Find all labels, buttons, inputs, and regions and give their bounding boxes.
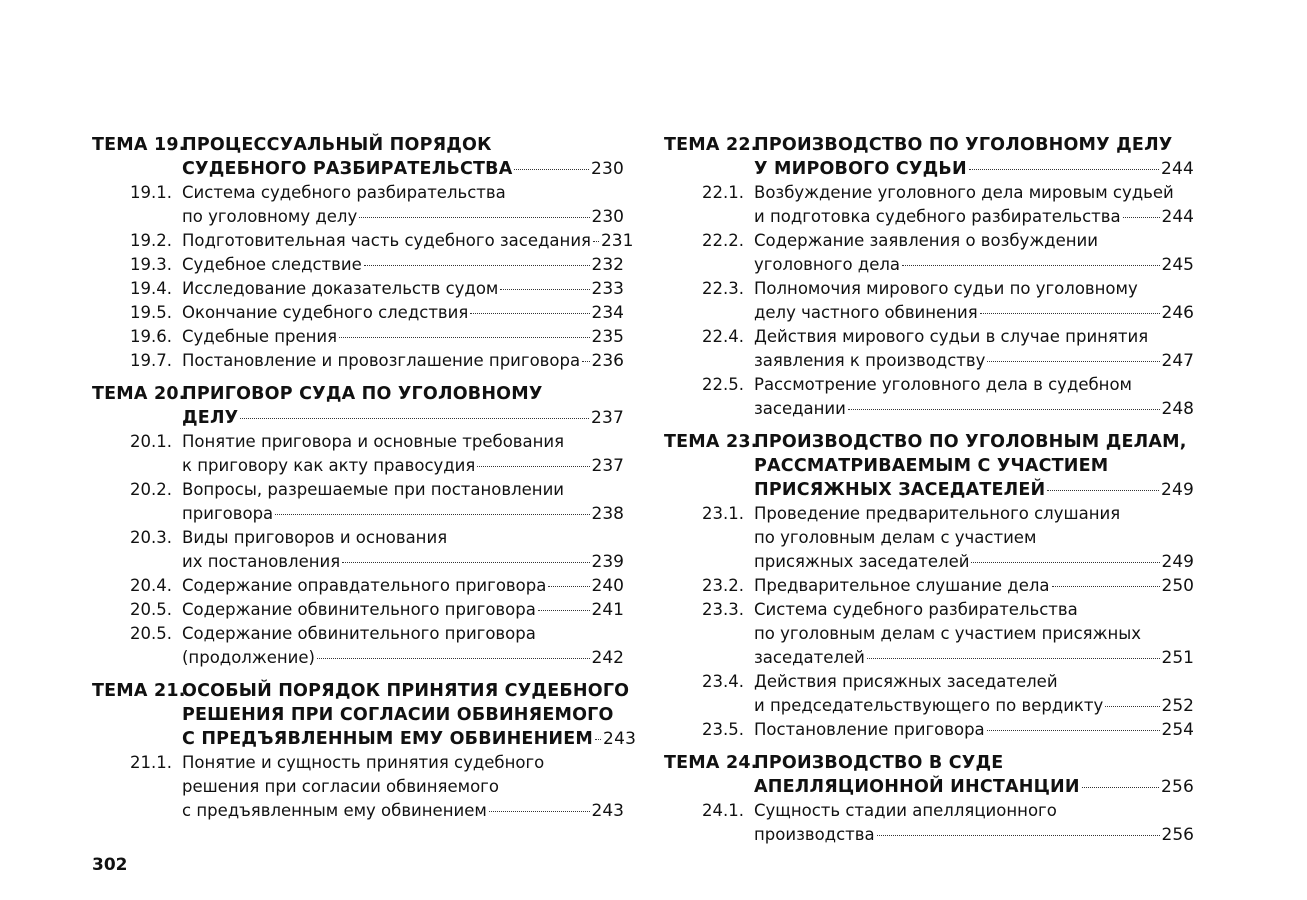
dot-leader: [1082, 787, 1159, 788]
subsection-line: Возбуждение уголовного дела мировым судьей: [754, 183, 1174, 202]
dot-leader: [1052, 586, 1160, 587]
subsection-number: 24.1.: [702, 801, 744, 820]
topic-label: ТЕМА 23.: [664, 432, 758, 452]
subsection-text: производства: [754, 825, 875, 844]
subsection-text: Содержание обвинительного приговора: [182, 600, 536, 619]
subsection-page: 239: [591, 552, 624, 572]
subsection-text: Предварительное слушание дела: [754, 576, 1050, 595]
topic-body: [182, 133, 624, 181]
subsection-line: [754, 397, 1194, 421]
toc-subsection: [92, 526, 624, 574]
topic-title-line: ПРОИЗВОДСТВО В СУДЕ: [754, 753, 1004, 773]
subsection-line: Виды приговоров и основания: [182, 528, 448, 547]
topic-title-text: С ПРЕДЪЯВЛЕННЫМ ЕМУ ОБВИНЕНИЕМ: [182, 729, 594, 749]
subsection-number: 20.1.: [130, 432, 172, 451]
subsection-body: [182, 181, 624, 229]
dot-leader: [548, 586, 589, 587]
subsection-number: 22.1.: [702, 183, 744, 202]
subsection-body: [182, 574, 624, 598]
subsection-line: [182, 799, 624, 823]
subsection-number: 22.4.: [702, 327, 744, 346]
topic-title-line: [182, 406, 624, 430]
subsection-body: [182, 253, 624, 277]
subsection-line: [754, 253, 1194, 277]
topic-label: ТЕМА 22.: [664, 135, 758, 155]
subsection-text: (продолжение): [182, 648, 315, 667]
topic-title-line: ПРИГОВОР СУДА ПО УГОЛОВНОМУ: [182, 384, 543, 404]
topic-page: 230: [590, 159, 624, 179]
subsection-number: 22.3.: [702, 279, 744, 298]
toc-subsection: [664, 181, 1194, 229]
subsection-body: [754, 181, 1194, 229]
subsection-line: Действия присяжных заседателей: [754, 672, 1058, 691]
subsection-line: [182, 229, 634, 253]
subsection-page: 248: [1161, 399, 1194, 419]
subsection-line: [754, 718, 1194, 742]
subsection-line: Система судебного разбирательства: [754, 600, 1078, 619]
dot-leader: [1105, 706, 1159, 707]
dot-leader: [538, 610, 590, 611]
subsection-page: 242: [591, 648, 624, 668]
subsection-body: [182, 229, 634, 253]
topic-title-line: [754, 478, 1194, 502]
topic-label: ТЕМА 21.: [92, 681, 186, 701]
subsection-line: решения при согласии обвиняемого: [182, 777, 499, 796]
subsection-body: [182, 478, 624, 526]
subsection-line: [182, 550, 624, 574]
toc-subsection: [92, 277, 624, 301]
subsection-number: 19.6.: [130, 327, 172, 346]
subsection-line: Проведение предварительного слушания: [754, 504, 1121, 523]
subsection-body: [182, 751, 624, 823]
subsection-page: 240: [591, 576, 624, 596]
subsection-body: [754, 799, 1194, 847]
subsection-page: 256: [1161, 825, 1194, 845]
toc-subsection: [664, 325, 1194, 373]
subsection-body: [182, 526, 624, 574]
subsection-body: [754, 325, 1194, 373]
dot-leader: [877, 835, 1160, 836]
dot-leader: [500, 289, 589, 290]
toc-subsection: [92, 478, 624, 526]
subsection-number: 23.1.: [702, 504, 744, 523]
toc-subsection: [664, 670, 1194, 718]
topic-label: ТЕМА 24.: [664, 753, 758, 773]
dot-leader: [980, 313, 1160, 314]
toc-subsection: [664, 502, 1194, 574]
subsection-body: [754, 574, 1194, 598]
dot-leader: [240, 418, 589, 419]
subsection-line: [754, 574, 1194, 598]
subsection-page: 232: [591, 255, 624, 275]
subsection-number: 23.2.: [702, 576, 744, 595]
dot-leader: [514, 169, 588, 170]
subsection-line: [182, 454, 624, 478]
subsection-page: 233: [591, 279, 624, 299]
topic-body: [754, 430, 1194, 502]
subsection-page: 245: [1161, 255, 1194, 275]
subsection-page: 230: [591, 207, 624, 227]
subsection-page: 252: [1161, 696, 1194, 716]
subsection-page: 235: [591, 327, 624, 347]
subsection-number: 19.4.: [130, 279, 172, 298]
subsection-body: [754, 718, 1194, 742]
subsection-number: 19.1.: [130, 183, 172, 202]
toc-subsection: [664, 373, 1194, 421]
subsection-body: [754, 598, 1194, 670]
subsection-text: Судебное следствие: [182, 255, 362, 274]
subsection-body: [182, 622, 624, 670]
dot-leader: [339, 337, 589, 338]
subsection-page: 231: [600, 231, 634, 251]
subsection-body: [182, 301, 624, 325]
subsection-line: [182, 205, 624, 229]
subsection-text: Окончание судебного следствия: [182, 303, 469, 322]
toc-topic: [664, 430, 1194, 502]
subsection-text: и председательствующего по вердикту: [754, 696, 1104, 715]
toc-subsection: [92, 229, 634, 253]
subsection-number: 20.5.: [130, 600, 172, 619]
subsection-text: Постановление и провозглашение приговора: [182, 351, 581, 370]
dot-leader: [969, 169, 1159, 170]
subsection-page: 234: [591, 303, 624, 323]
subsection-page: 238: [591, 504, 624, 524]
toc-subsection: [664, 799, 1194, 847]
dot-leader: [595, 739, 601, 740]
dot-leader: [848, 409, 1160, 410]
subsection-body: [754, 373, 1194, 421]
dot-leader: [364, 265, 590, 266]
topic-body: [182, 679, 637, 751]
toc-subsection: [664, 598, 1194, 670]
subsection-line: Понятие и сущность принятия судебного: [182, 753, 545, 772]
subsection-number: 19.7.: [130, 351, 172, 370]
topic-body: [182, 382, 624, 430]
topic-title-line: [754, 775, 1194, 799]
dot-leader: [489, 811, 590, 812]
subsection-line: по уголовным делам с участием присяжных: [754, 624, 1142, 643]
topic-page: 249: [1160, 480, 1194, 500]
toc-topic: [92, 133, 624, 181]
toc-subsection: [92, 349, 624, 373]
subsection-page: 246: [1161, 303, 1194, 323]
subsection-line: [182, 349, 624, 373]
topic-page: 237: [590, 408, 624, 428]
subsection-line: [182, 502, 624, 526]
subsection-number: 19.3.: [130, 255, 172, 274]
subsection-text: по уголовному делу: [182, 207, 358, 226]
subsection-body: [182, 598, 624, 622]
subsection-line: [754, 550, 1194, 574]
subsection-text: уголовного дела: [754, 255, 901, 274]
subsection-line: [754, 301, 1194, 325]
subsection-text: Подготовительная часть судебного заседания: [182, 231, 591, 250]
dot-leader: [987, 361, 1159, 362]
toc-subsection: [92, 430, 624, 478]
dot-leader: [1123, 217, 1160, 218]
subsection-line: [754, 823, 1194, 847]
toc-topic: [92, 679, 637, 751]
subsection-line: [182, 277, 624, 301]
subsection-page: 247: [1161, 351, 1194, 371]
topic-label: ТЕМА 19.: [92, 135, 186, 155]
dot-leader: [971, 562, 1159, 563]
toc-topic: [664, 133, 1194, 181]
subsection-line: Содержание обвинительного приговора: [182, 624, 536, 643]
toc-subsection: [92, 181, 624, 229]
subsection-line: [182, 325, 624, 349]
topic-page: 243: [603, 729, 637, 749]
topic-title-text: ДЕЛУ: [182, 408, 239, 428]
toc-left-column: [92, 133, 637, 823]
topic-title-text: У МИРОВОГО СУДЬИ: [754, 159, 967, 179]
subsection-page: 236: [591, 351, 624, 371]
subsection-number: 22.5.: [702, 375, 744, 394]
subsection-line: Сущность стадии апелляционного: [754, 801, 1057, 820]
topic-title-line: [754, 157, 1194, 181]
subsection-number: 20.2.: [130, 480, 172, 499]
subsection-text: и подготовка судебного разбирательства: [754, 207, 1121, 226]
subsection-number: 20.5.: [130, 624, 172, 643]
subsection-line: Рассмотрение уголовного дела в судебном: [754, 375, 1133, 394]
subsection-page: 249: [1161, 552, 1194, 572]
toc-subsection: [92, 253, 624, 277]
subsection-page: 251: [1161, 648, 1194, 668]
subsection-line: Полномочия мирового судьи по уголовному: [754, 279, 1138, 298]
subsection-body: [754, 229, 1194, 277]
subsection-page: 244: [1161, 207, 1194, 227]
subsection-body: [754, 277, 1194, 325]
subsection-number: 23.5.: [702, 720, 744, 739]
subsection-page: 243: [591, 801, 624, 821]
dot-leader: [582, 361, 589, 362]
page-number: 302: [92, 855, 128, 875]
subsection-text: заявления к производству: [754, 351, 986, 370]
subsection-line: [754, 646, 1194, 670]
subsection-line: [754, 205, 1194, 229]
subsection-body: [182, 325, 624, 349]
topic-title-line: [182, 157, 624, 181]
subsection-body: [182, 430, 624, 478]
subsection-text: Исследование доказательств судом: [182, 279, 499, 298]
subsection-text: Постановление приговора: [754, 720, 985, 739]
subsection-line: по уголовным делам с участием: [754, 528, 1037, 547]
subsection-text: заседателей: [754, 648, 865, 667]
subsection-text: делу частного обвинения: [754, 303, 978, 322]
subsection-text: их постановления: [182, 552, 341, 571]
dot-leader: [275, 514, 589, 515]
subsection-text: к приговору как акту правосудия: [182, 456, 476, 475]
topic-title-line: РАССМАТРИВАЕМЫМ С УЧАСТИЕМ: [754, 456, 1109, 476]
topic-body: [754, 133, 1194, 181]
subsection-page: 237: [591, 456, 624, 476]
subsection-line: [182, 253, 624, 277]
subsection-line: [754, 349, 1194, 373]
subsection-text: Судебные прения: [182, 327, 338, 346]
subsection-number: 20.4.: [130, 576, 172, 595]
dot-leader: [470, 313, 589, 314]
dot-leader: [359, 217, 589, 218]
toc-right-column: [664, 133, 1194, 847]
topic-label: ТЕМА 20.: [92, 384, 186, 404]
topic-page: 244: [1160, 159, 1194, 179]
topic-page: 256: [1160, 777, 1194, 797]
topic-title-line: ПРОЦЕССУАЛЬНЫЙ ПОРЯДОК: [182, 135, 492, 155]
dot-leader: [867, 658, 1160, 659]
toc-subsection: [664, 574, 1194, 598]
topic-title-line: ОСОБЫЙ ПОРЯДОК ПРИНЯТИЯ СУДЕБНОГО: [182, 681, 630, 701]
subsection-line: Содержание заявления о возбуждении: [754, 231, 1098, 250]
dot-leader: [987, 730, 1160, 731]
toc-subsection: [92, 301, 624, 325]
subsection-page: 254: [1161, 720, 1194, 740]
topic-title-line: ПРОИЗВОДСТВО ПО УГОЛОВНЫМ ДЕЛАМ,: [754, 432, 1187, 452]
subsection-line: Вопросы, разрешаемые при постановлении: [182, 480, 565, 499]
toc-topic: [92, 382, 624, 430]
toc-subsection: [92, 751, 624, 823]
topic-title-line: [182, 727, 637, 751]
subsection-number: 19.2.: [130, 231, 172, 250]
topic-title-text: ПРИСЯЖНЫХ ЗАСЕДАТЕЛЕЙ: [754, 480, 1046, 500]
subsection-page: 241: [591, 600, 624, 620]
subsection-number: 19.5.: [130, 303, 172, 322]
toc-subsection: [664, 229, 1194, 277]
dot-leader: [477, 466, 589, 467]
subsection-number: 21.1.: [130, 753, 172, 772]
toc-subsection: [92, 325, 624, 349]
topic-title-text: СУДЕБНОГО РАЗБИРАТЕЛЬСТВА: [182, 159, 513, 179]
subsection-line: Система судебного разбирательства: [182, 183, 506, 202]
subsection-line: [182, 574, 624, 598]
subsection-text: Содержание оправдательного приговора: [182, 576, 547, 595]
toc-subsection: [92, 598, 624, 622]
subsection-line: [182, 646, 624, 670]
subsection-body: [754, 670, 1194, 718]
subsection-line: [754, 694, 1194, 718]
topic-title-line: ПРОИЗВОДСТВО ПО УГОЛОВНОМУ ДЕЛУ: [754, 135, 1173, 155]
subsection-body: [754, 502, 1194, 574]
subsection-body: [182, 349, 624, 373]
subsection-text: приговора: [182, 504, 274, 523]
topic-body: [754, 751, 1194, 799]
dot-leader: [1047, 490, 1159, 491]
subsection-number: 23.3.: [702, 600, 744, 619]
subsection-text: заседании: [754, 399, 846, 418]
subsection-line: Понятие приговора и основные требования: [182, 432, 565, 451]
subsection-line: [182, 598, 624, 622]
topic-title-text: АПЕЛЛЯЦИОННОЙ ИНСТАНЦИИ: [754, 777, 1080, 797]
subsection-line: [182, 301, 624, 325]
dot-leader: [342, 562, 589, 563]
dot-leader: [593, 241, 599, 242]
subsection-body: [182, 277, 624, 301]
subsection-page: 250: [1161, 576, 1194, 596]
dot-leader: [902, 265, 1160, 266]
toc-subsection: [92, 622, 624, 670]
subsection-text: с предъявленным ему обвинением: [182, 801, 487, 820]
subsection-number: 20.3.: [130, 528, 172, 547]
toc-subsection: [664, 277, 1194, 325]
subsection-text: присяжных заседателей: [754, 552, 970, 571]
dot-leader: [317, 658, 590, 659]
subsection-number: 22.2.: [702, 231, 744, 250]
subsection-number: 23.4.: [702, 672, 744, 691]
toc-subsection: [664, 718, 1194, 742]
toc-topic: [664, 751, 1194, 799]
subsection-line: Действия мирового судьи в случае принятия: [754, 327, 1149, 346]
topic-title-line: РЕШЕНИЯ ПРИ СОГЛАСИИ ОБВИНЯЕМОГО: [182, 705, 614, 725]
toc-subsection: [92, 574, 624, 598]
